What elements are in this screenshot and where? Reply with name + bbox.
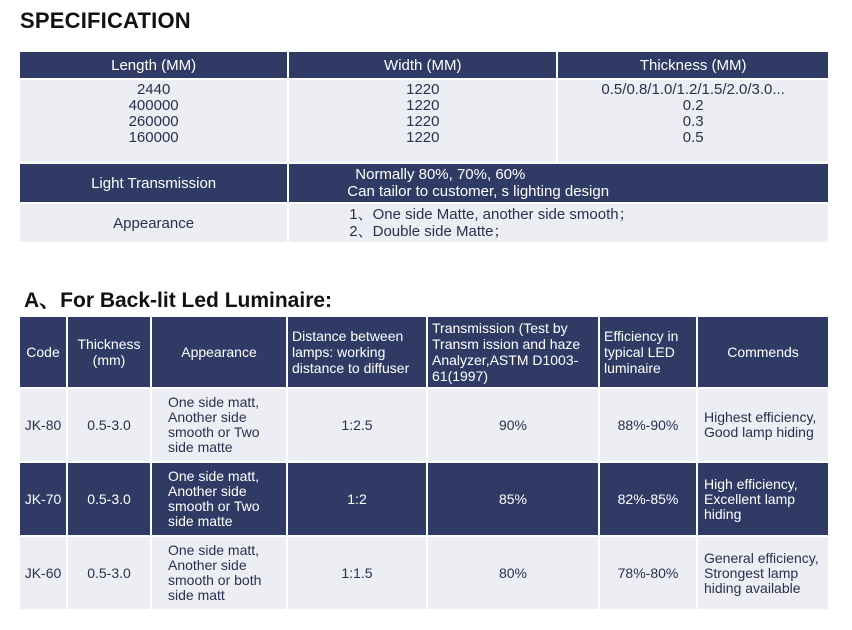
code-cell: JK-70 (20, 463, 66, 535)
header-transmission: Transmission (Test by Transm ission and haze Analyzer,ASTM D1003-61(1997) (428, 317, 598, 387)
length-value: 260000 (128, 113, 179, 130)
appearance-cell: One side matt, Another side smooth or Two side matte (152, 463, 286, 535)
width-value: 1220 (406, 113, 440, 130)
header-efficiency: Efficiency in typical LED luminaire (600, 317, 696, 387)
efficiency-cell: 82%-85% (600, 463, 696, 535)
light-transmission-line1: Normally 80%, 70%, 60% (355, 166, 526, 183)
header-commends: Commends (698, 317, 828, 387)
width-value: 1220 (406, 129, 440, 146)
header-thickness: Thickness (mm) (68, 317, 150, 387)
header-code: Code (20, 317, 66, 387)
transmission-cell: 85% (428, 463, 598, 535)
thickness-value: 0.5 (682, 129, 704, 146)
header-width: Width (MM) (289, 52, 556, 78)
appearance-cell: One side matt, Another side smooth or Two side matte (152, 389, 286, 461)
light-transmission-value (289, 164, 828, 202)
specification-title: SPECIFICATION (20, 8, 191, 33)
appearance-label: Appearance (20, 204, 287, 242)
commends-cell: High efficiency, Excellent lamp hiding (698, 463, 828, 535)
distance-cell: 1:2.5 (288, 389, 426, 461)
transmission-cell: 80% (428, 537, 598, 609)
commends-cell: Highest efficiency, Good lamp hiding (698, 389, 828, 461)
light-transmission-line2: Can tailor to customer, s lighting design (347, 183, 610, 200)
appearance-line1: 1、One side Matte, another side smooth； (349, 206, 634, 223)
specification-table (18, 50, 830, 244)
thickness-cell: 0.5-3.0 (68, 463, 150, 535)
table-row (20, 463, 828, 535)
distance-cell: 1:2 (288, 463, 426, 535)
appearance-value (289, 204, 828, 242)
code-cell: JK-60 (20, 537, 66, 609)
distance-cell: 1:1.5 (288, 537, 426, 609)
code-cell: JK-80 (20, 389, 66, 461)
width-value: 1220 (406, 97, 440, 114)
length-cell (20, 80, 287, 162)
efficiency-cell: 78%-80% (600, 537, 696, 609)
thickness-value: 0.2 (682, 97, 704, 114)
commends-cell: General efficiency, Strongest lamp hiding available (698, 537, 828, 609)
table-row (20, 537, 828, 609)
appearance-cell: One side matt, Another side smooth or both side matt (152, 537, 286, 609)
efficiency-cell: 88%-90% (600, 389, 696, 461)
header-length: Length (MM) (20, 52, 287, 78)
backlit-table (18, 315, 830, 611)
thickness-cell (558, 80, 828, 162)
width-cell (289, 80, 556, 162)
backlit-title: A、For Back-lit Led Luminaire: (24, 289, 333, 312)
thickness-value: 0.3 (682, 113, 704, 130)
header-appearance: Appearance (152, 317, 286, 387)
transmission-cell: 90% (428, 389, 598, 461)
table-row (20, 389, 828, 461)
light-transmission-label: Light Transmission (20, 164, 287, 202)
length-value: 2440 (136, 81, 171, 98)
length-value: 160000 (128, 129, 179, 146)
header-thickness: Thickness (MM) (558, 52, 828, 78)
appearance-line2: 2、Double side Matte； (349, 223, 509, 240)
thickness-cell: 0.5-3.0 (68, 537, 150, 609)
thickness-value: 0.5/0.8/1.0/1.2/1.5/2.0/3.0... (601, 81, 785, 98)
width-value: 1220 (406, 81, 440, 98)
header-distance: Distance between lamps: working distance to diffuser (288, 317, 426, 387)
length-value: 400000 (128, 97, 179, 114)
thickness-cell: 0.5-3.0 (68, 389, 150, 461)
